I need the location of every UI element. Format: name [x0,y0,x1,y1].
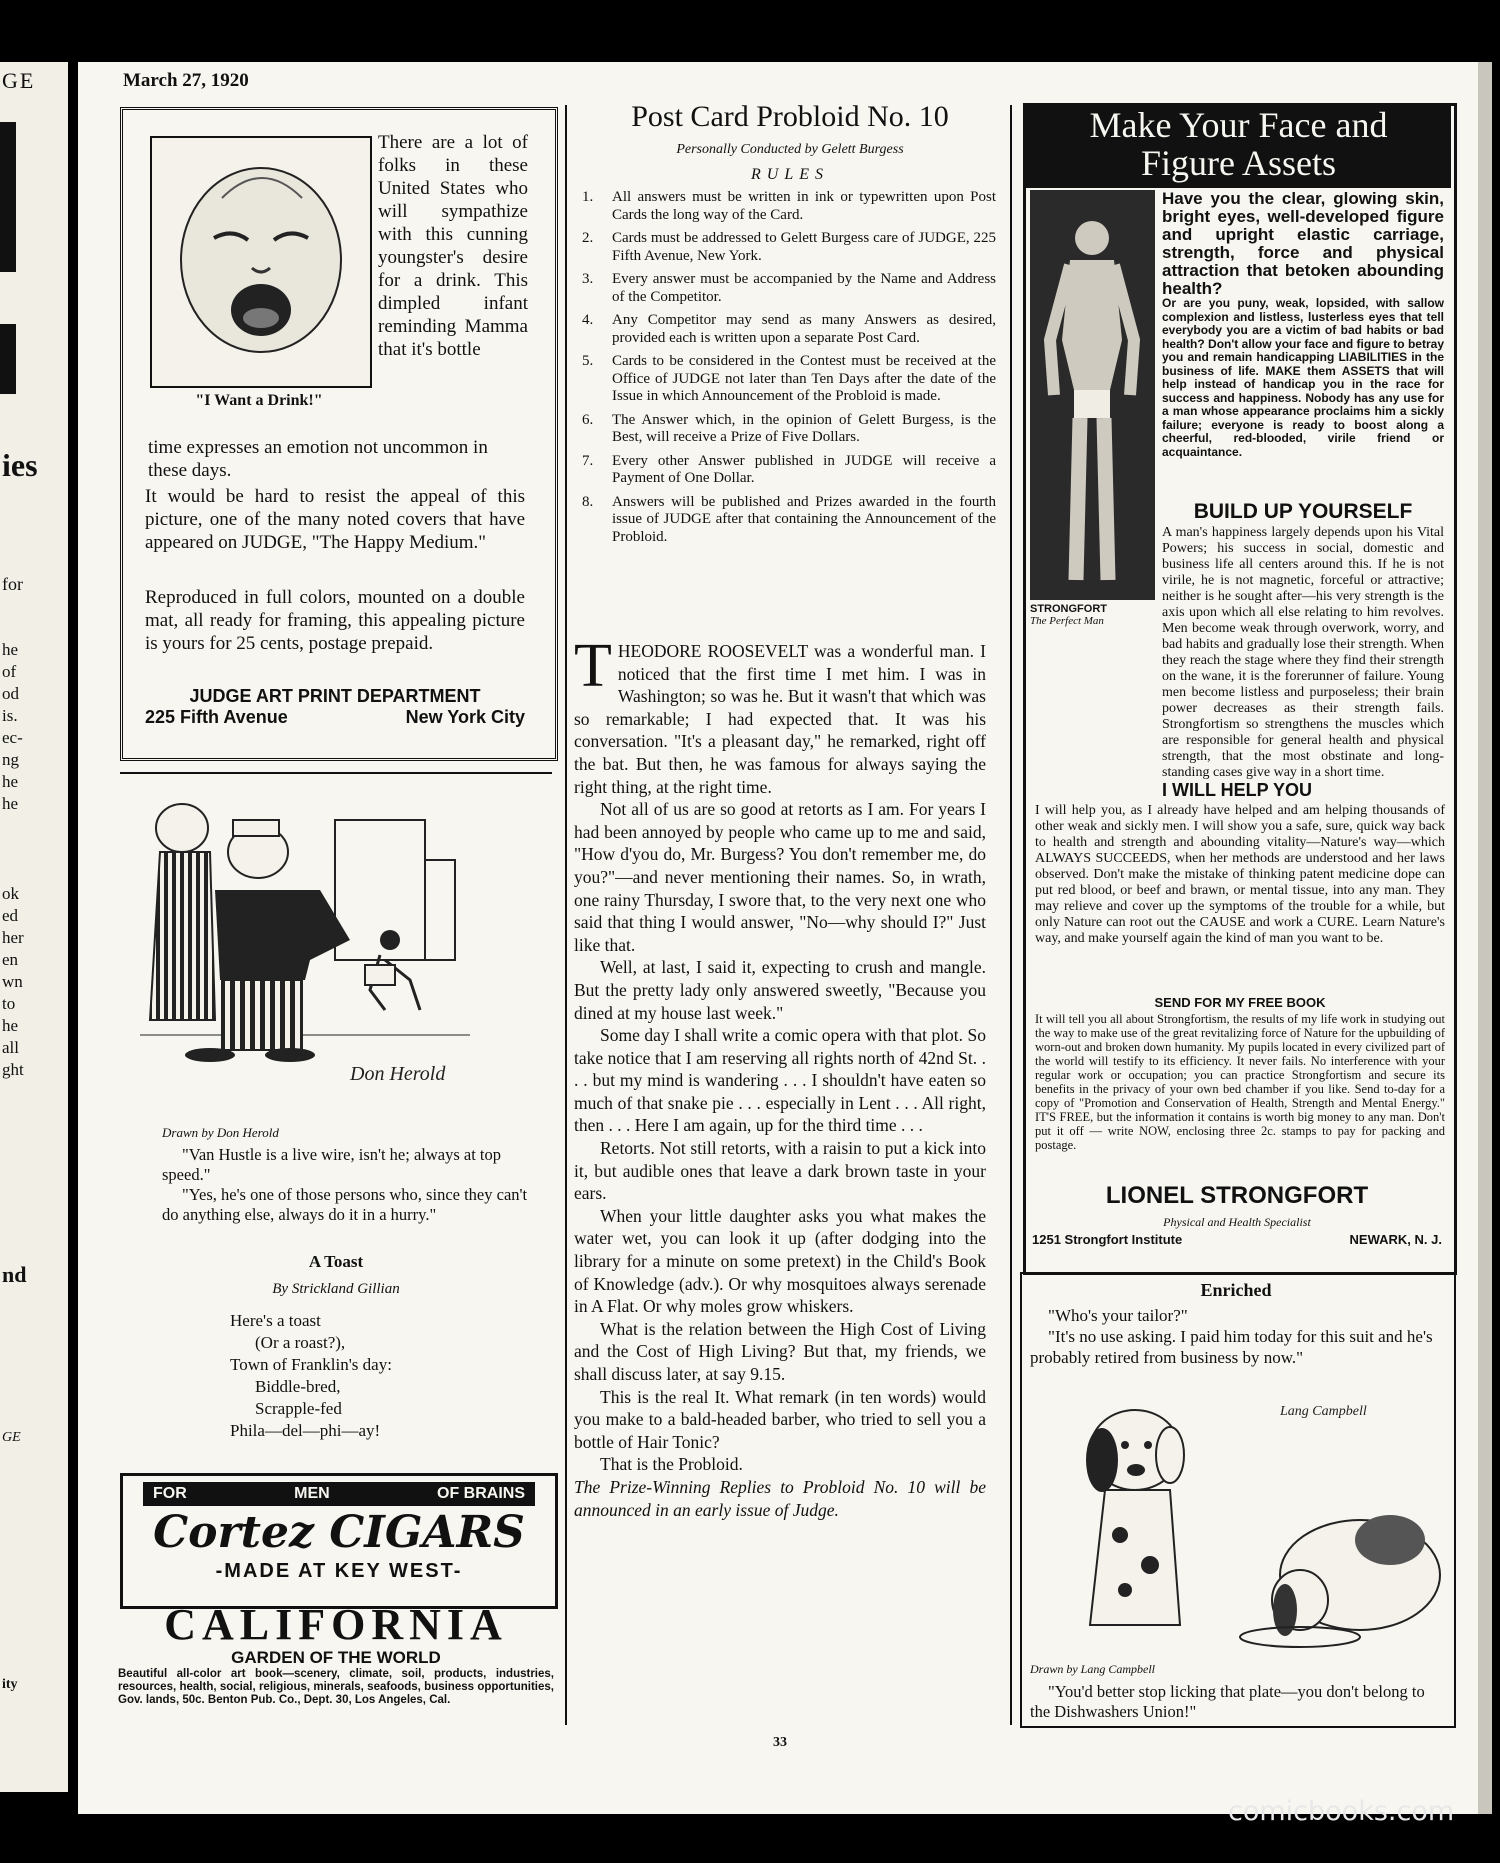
poem-line: Scrapple-fed [255,1399,342,1418]
rule-text: The Answer which, in the opinion of Gelett Burgess, is the Best, will receive a Prize of Five Dollars. [612,411,996,445]
cartoon-credit: Drawn by Don Herold [162,1125,279,1140]
joke-line: "It's no use asking. I paid him today for this suit and he's probably retired from business by now." [1030,1327,1433,1367]
cortez-tagline: -MADE AT KEY WEST- [215,1560,463,1582]
enriched-joke [1030,1305,1448,1368]
cartoon-joke [162,1145,542,1225]
art-dept-block [145,686,525,728]
story-closing: The Prize-Winning Replies to Probloid No. 10 will be announced in an early issue of Judge. [574,1476,986,1520]
poem-line: Biddle-bred, [255,1377,341,1396]
toast-poem [230,1310,490,1442]
left-strip-word: of [2,662,17,681]
probloid-story [574,632,986,1521]
art-ad-paragraph: Reproduced in full colors, mounted on a double mat, all ready for framing, this appealing picture is yours for 25 cents, postage prepaid. [145,587,525,654]
rule-text: Cards to be considered in the Contest must be received at the Office of JUDGE not later than Ten Days after the date of the Issue in which Announcement of the Probloid is made. [612,353,996,404]
rule-item [582,189,996,224]
left-strip-header: GE [2,68,36,93]
probloid-title: Post Card Probloid No. 10 [631,100,949,133]
column-rule [565,105,567,1725]
art-dept-name: JUDGE ART PRINT DEPARTMENT [189,686,481,706]
headline-line: Figure Assets [1140,143,1336,183]
left-strip-word: he [2,772,19,791]
rule-item [582,230,996,265]
art-dept-city: New York City [405,707,525,727]
art-ad-paragraph: There are a lot of folks in these United States who will sympathize with this cunning youngster's desire for a drink. This dimpled infant reminding Mamma that it's bottle [378,132,528,360]
left-strip-word: wn [2,972,23,991]
left-strip-word: he [2,794,19,813]
story-paragraph: Some day I shall write a comic opera with that plot. So take notice that I am reserving all rights north of 42nd St. . . . but my mind is wandering . . . I shouldn't have eaten so much of that snake pie . . . especially in Lent . . . All right, then . . . Here I am again, up for the third time . . . [574,1025,986,1136]
joke-line: "Van Hustle is a live wire, isn't he; always at top speed." [162,1145,502,1184]
art-dept-address: 225 Fifth Avenue [145,707,288,727]
story-paragraph: Not all of us are so good at retorts as I am. For years I had been annoyed by people who came up to me and said, "How d'you do, Mr. Burgess? You don't remember me, do you?"—and never mentioning their names. So, in wrath, one rainy Thursday, I swore that, to the very next one who said that thing I would answer, "No—why should I?" Just like that. [574,799,986,955]
california-ad [118,1602,554,1707]
headline-line: Make Your Face and [1089,105,1388,145]
left-strip-word: ies [2,447,38,483]
left-strip-word: ec- [2,728,23,747]
rule-text: Every answer must be accompanied by the Name and Address of the Competitor. [612,271,996,305]
left-strip-photo [0,122,16,272]
strongfort-lead: Have you the clear, glowing skin, bright eyes, well-developed figure and upright elastic carriage, strength, force and physical attraction that betoken abounding health? [1162,189,1444,298]
california-title: CALIFORNIA [164,1600,508,1649]
help-heading: I WILL HELP YOU [1161,780,1313,800]
story-paragraph [574,632,986,798]
rule-item [582,412,996,447]
divider [120,772,552,774]
rule-text: Every other Answer published in JUDGE will receive a Payment of One Dollar. [612,452,996,486]
toast-byline: By Strickland Gillian [272,1281,400,1297]
rule-number: 6. [582,411,594,428]
left-strip-word: he [2,640,19,659]
left-strip-word: to [2,994,16,1013]
address-city: NEWARK, N. J. [1349,1232,1442,1247]
poem-line: Here's a toast [230,1311,321,1330]
left-strip-word: is. [2,706,18,725]
left-page-strip [0,62,68,1792]
page-number: 33 [773,1735,787,1750]
herold-cartoon [140,780,550,1100]
page-edge [1478,62,1492,1814]
address-institute: 1251 Strongfort Institute [1032,1232,1183,1247]
dogs-cartoon [1030,1375,1450,1665]
build-heading: BUILD UP YOURSELF [1193,500,1413,523]
baby-illustration [150,136,372,388]
rule-text: Answers will be published and Prizes awarded in the fourth issue of JUDGE after that containing the Announcement of the Probloid. [612,493,996,545]
rule-item [582,453,996,488]
rule-number: 2. [582,230,594,246]
rules-heading: RULES [751,166,829,183]
toast-title: A Toast [308,1252,364,1271]
rule-text: Any Competitor may send as many Answers as desired, provided each is written upon a separate Post Card. [612,312,996,346]
strongfort-specialty: Physical and Health Specialist [1163,1215,1311,1229]
story-paragraph: What is the relation between the High Cost of Living and the Cost of High Living? But that, my friends, we shall discuss later, at say 9.15. [574,1318,986,1384]
story-text: HEODORE ROOSEVELT was a wonderful man. I noticed that the first time I met him. I was in Washington; so was he. But it wasn't that which was so remarkable; I had expected that. It was his conversation. "It's a pleasant day," he remarked, right off the bat. But then, he was famous for always saying the right thing, at the right time. [574,641,986,797]
joke-line: "Who's your tailor?" [1048,1306,1188,1325]
photo-caption-sub: The Perfect Man [1030,615,1104,627]
rule-number: 3. [582,271,594,287]
dogs-caption: "You'd better stop licking that plate—you don't belong to the Dishwashers Union!" [1030,1682,1425,1721]
rule-text: Cards must be addressed to Gelett Burgess care of JUDGE, 225 Fifth Avenue, New York. [612,230,996,264]
rule-number: 8. [582,493,594,510]
photo-caption-name: STRONGFORT [1030,603,1107,615]
page-date: March 27, 1920 [123,70,249,91]
dogs-signature: Lang Campbell [1280,1404,1367,1419]
left-strip-word: for [2,574,23,594]
rule-item [582,353,996,406]
left-strip-word: GE [2,1430,21,1445]
rule-item [582,312,996,347]
left-strip-word: all [2,1038,19,1057]
help-body: I will help you, as I already have helped and am helping thousands of other weak and sickly men. I will show you a safe, sure, quick way back to health and strength and abounding vitality—Nature's way—which ALWAYS SUCCEEDS, when her methods are understood and her laws observed. Don't make the mistake of thinking patent medicine dope can put red blood, or beef and brawn, or mental tissue, into any man. They may relieve and cover up the symptoms of the trouble for a while, but only Nature can root out the CAUSE and work a CURE. Learn Nature's way, and make yourself again the kind of man you want to be. [1035,803,1445,946]
left-strip-photo [0,324,16,394]
cortez-men: MEN [294,1485,330,1502]
story-paragraph: When your little daughter asks you what makes the water wet, you can look it up (after dodging into the library for a minute on some pretext) in the Child's Book of Knowledge (adv.). Or why mosquitoes always serenade in A Flat. Or why moles grow whiskers. [574,1205,986,1317]
story-paragraph: That is the Probloid. [600,1454,743,1475]
rules-list [582,189,996,552]
joke-line: "Yes, he's one of those persons who, since they can't do anything else, always do it in a hurry." [162,1185,528,1224]
rule-text: All answers must be written in ink or typewritten upon Post Cards the long way of the Card. [612,189,996,223]
strongfort-headline [1026,106,1451,188]
watermark: comicbooks.com [1228,1796,1455,1827]
cortez-for: FOR [153,1485,187,1502]
left-strip-word: her [2,928,24,947]
left-strip-word: en [2,950,19,969]
art-ad-paragraph: It would be hard to resist the appeal of this picture, one of the many noted covers that have appeared on JUDGE, "The Happy Medium." [145,486,525,553]
cortez-brand: Cortez CIGARS [153,1507,525,1558]
california-subtitle: GARDEN OF THE WORLD [231,1648,441,1667]
baby-caption: "I Want a Drink!" [195,392,323,409]
left-strip-word: nd [2,1262,27,1287]
left-strip-word: ng [2,750,19,769]
strongfort-name: LIONEL STRONGFORT [1105,1182,1369,1209]
column-rule [1010,105,1012,1725]
story-paragraph: Well, at last, I said it, expecting to crush and mangle. But the pretty lady only answered sweetly, "Because you dined at my house last week." [574,957,986,1023]
left-strip-word: ght [2,1060,24,1079]
left-strip-word: ok [2,884,19,903]
rule-number: 4. [582,312,594,328]
left-strip-word: he [2,1016,19,1035]
dogs-credit: Drawn by Lang Campbell [1030,1662,1156,1676]
art-ad-paragraph-tail: time expresses an emotion not uncommon in these days. [148,437,488,481]
california-body: Beautiful all-color art book—scenery, climate, soil, products, industries, resources, health, social, religious, minerals, seafoods, business opportunities, Gov. lands, 50c. Benton Pub. Co., Dept. 30, Los Angeles, Cal. [118,1668,554,1706]
strongfort-address [1032,1232,1442,1247]
story-paragraph: This is the real It. What remark (in ten words) would you make to a bald-headed barber, who tried to sell you a bottle of Hair Tonic? [574,1386,986,1452]
free-book-body: It will tell you all about Strongfortism, the results of my life work in studying out the way to make use of the great revitalizing force of Nature for the upbuilding of worn-out and broken down humanity. My pupils located in every civilized part of the world will testify to its efficiency. It never fails. No interference with your regular work or occupation; you can practice Strongfortism and secure its benefits in the privacy of your own bed chamber if you like. Send to-day for a copy of "Promotion and Conservation of Health, Strength and Mental Energy." IT'S FREE, but the information it contains is worth big money to any man. Don't put it off — write NOW, enclosing three 2c. stamps to pay for packing and postage. [1035,1012,1445,1152]
rule-item [582,494,996,547]
rule-number: 7. [582,452,594,469]
strongfort-lead-small: Or are you puny, weak, lopsided, with sallow complexion and listless, lusterless eyes that tell everybody you are a victim of bad habits or bad health? Don't allow your face and figure to betray you and remain handicapping LIABILITIES in the business of life. MAKE them ASSETS that will help instead of handicap you in the race for success and happiness. Nobody has any use for a man whose appearance proclaims him a sickly failure; everyone is ready to boost along a cheerful, red-blooded, virile friend or acquaintance. [1162,296,1444,459]
left-strip-word: ed [2,906,19,925]
rule-number: 5. [582,353,594,369]
cortez-brains: OF BRAINS [437,1485,525,1502]
rule-number: 1. [582,189,594,205]
probloid-subtitle: Personally Conducted by Gelett Burgess [676,142,904,157]
enriched-title: Enriched [1200,1280,1272,1300]
build-body: A man's happiness largely depends upon his Vital Powers; his success in social, domestic and business life all centers around this. If he is not virile, he is not magnetic, forceful or attractive; neither is he sought after—his very strength is the axis upon which all else relating to him revolves. Men become weak through overwork, worry, and bad habits and gradually lose their strength. When they reach the stage where they find their strength on the wane, it is the forerunner of failure. Young men become listless and purposeless; their brain power decreases as their strength fails. Strongfortism so strengthens the muscles which are responsible for general health and physical strength, that the most obstinate and long-standing cases give way in a short time. [1162,525,1444,780]
poem-line: Town of Franklin's day: [230,1355,392,1374]
poem-line: (Or a roast?), [255,1333,346,1352]
left-strip-word: ity [2,1677,18,1692]
drop-cap: T [574,632,612,700]
cartoon-signature: Don Herold [350,1063,446,1085]
poem-line: Phila—del—phi—ay! [230,1421,381,1440]
cortez-cigars-ad [120,1473,558,1609]
left-strip-word: od [2,684,19,703]
story-paragraph: Retorts. Not still retorts, with a raisin to put a kick into it, but audible ones that leave a dark brown taste in your ears. [574,1138,986,1204]
free-book-heading: SEND FOR MY FREE BOOK [1154,995,1326,1010]
rule-item [582,271,996,306]
